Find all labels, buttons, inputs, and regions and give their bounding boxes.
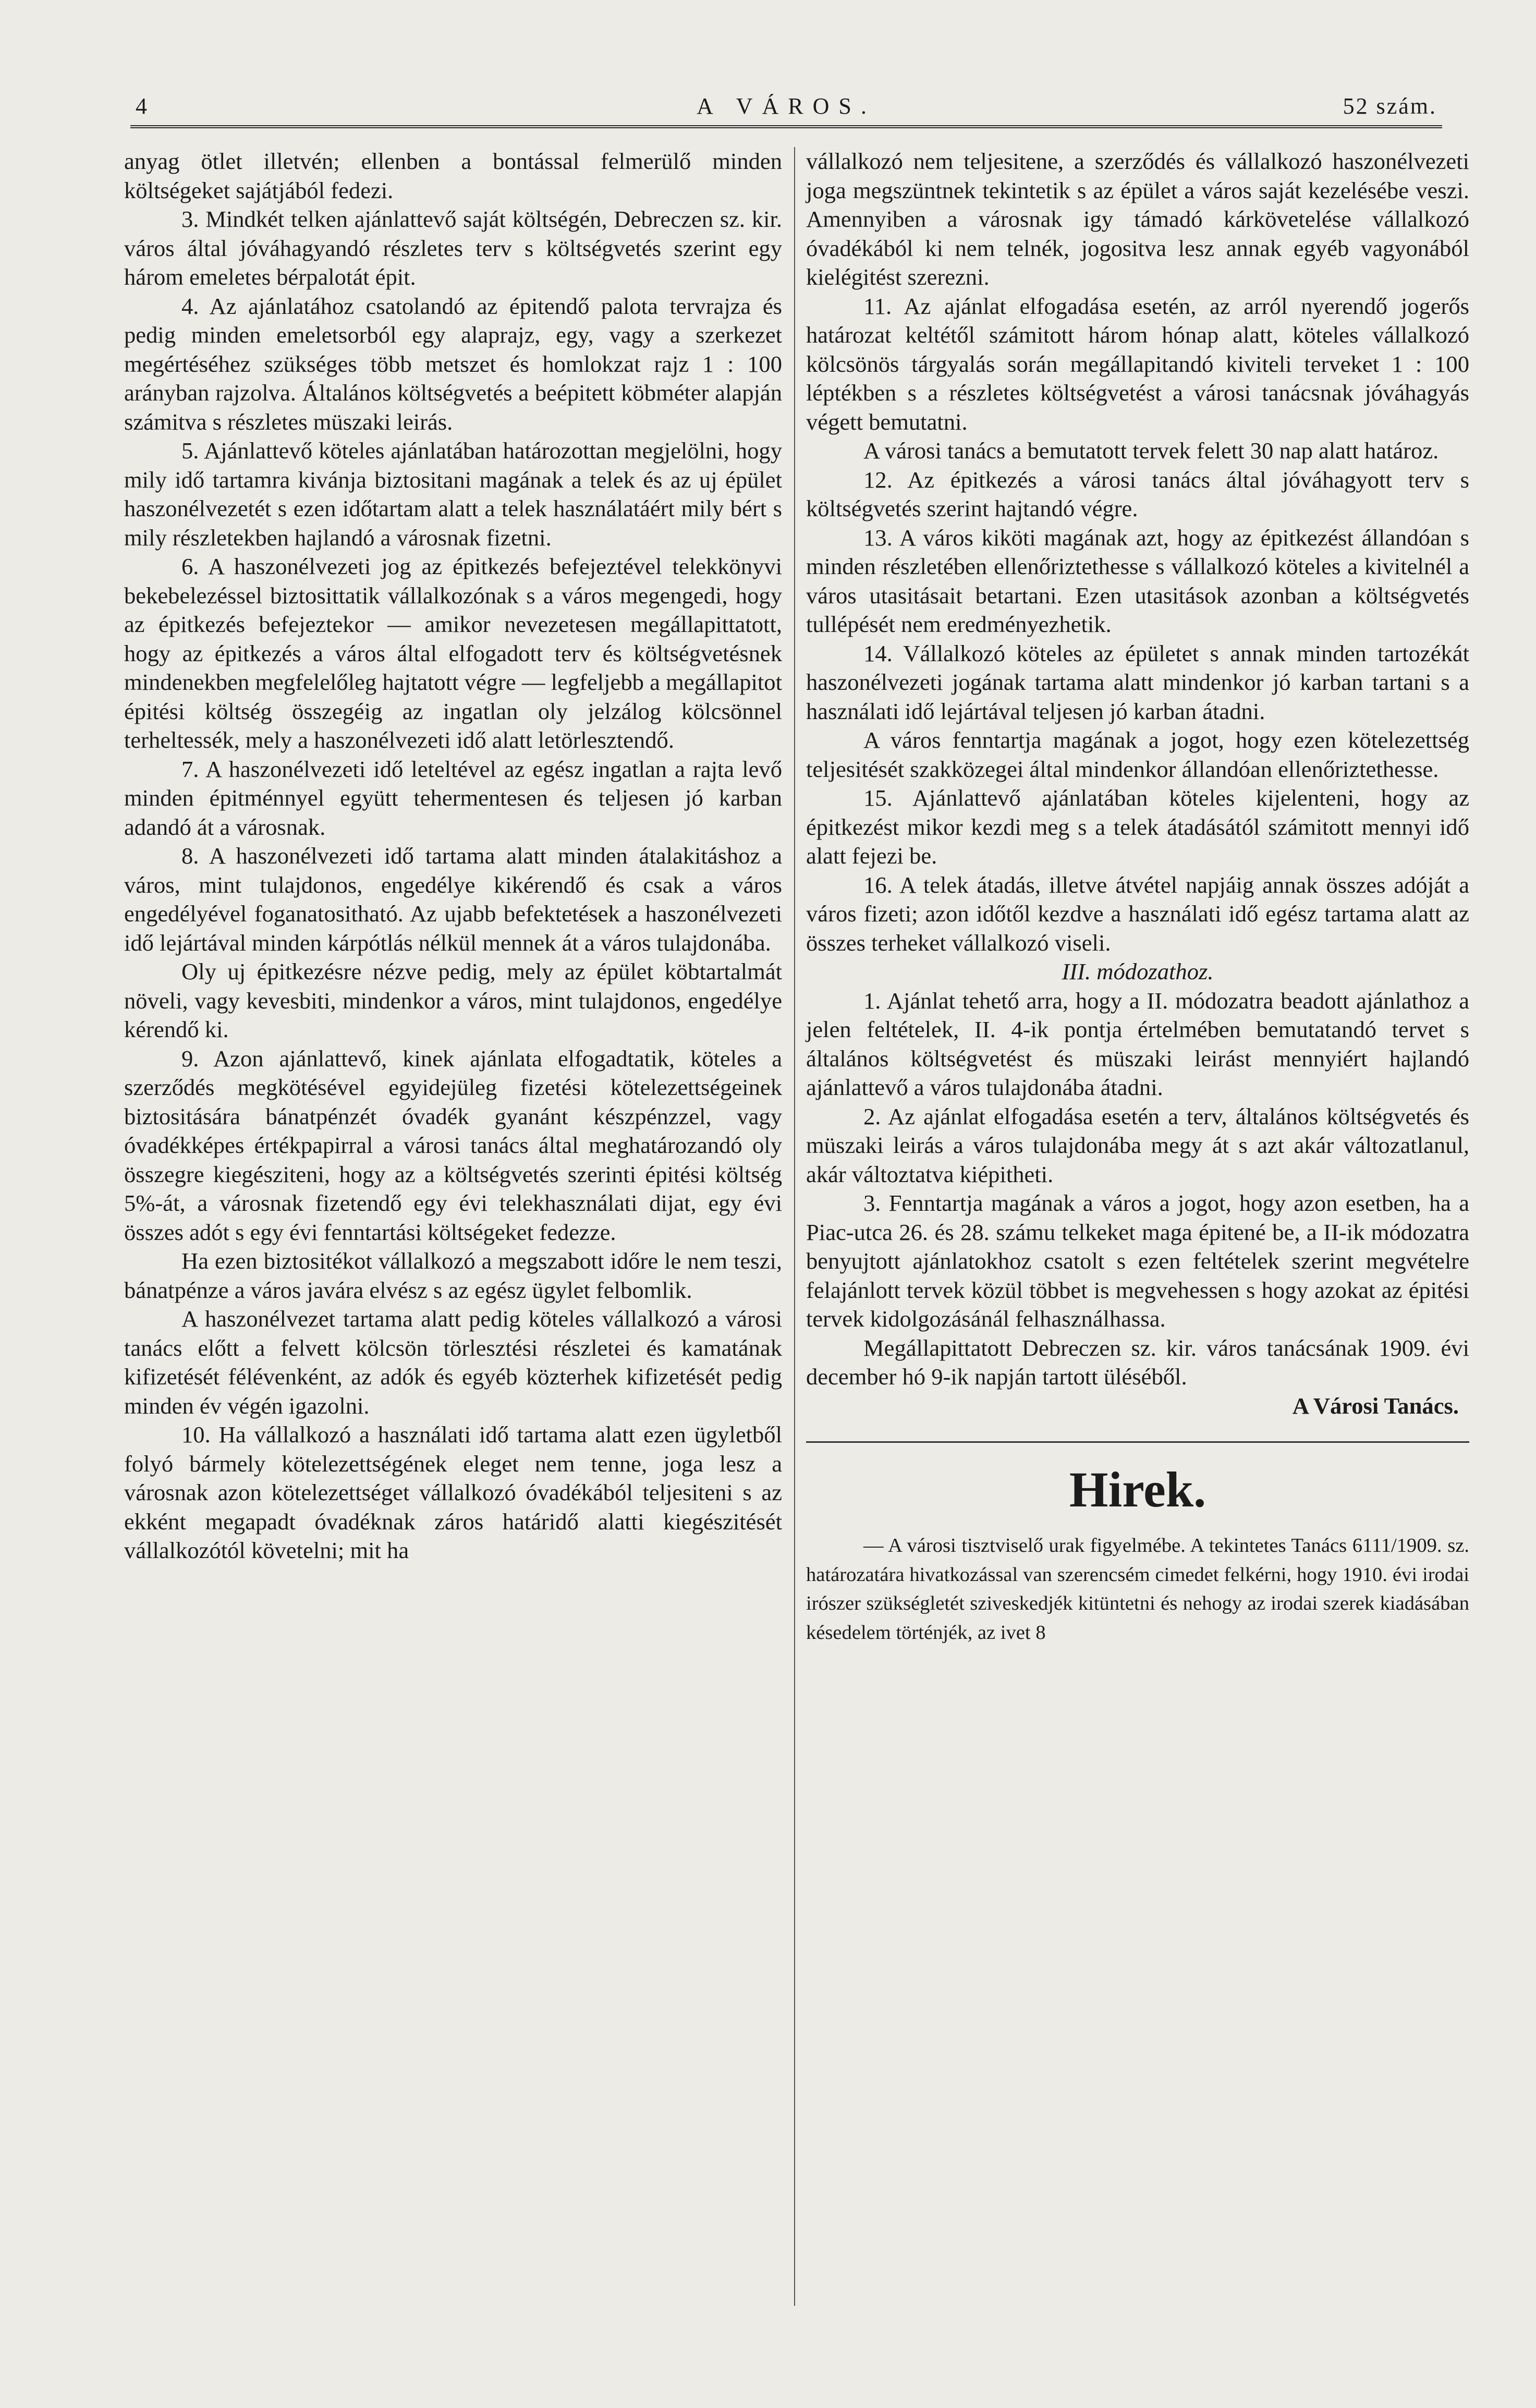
paragraph: 2. Az ajánlat elfogadása esetén a terv, általános költségvetés és müszaki leirás a város tulajdonába megy át s azt akár változatlanul, akár változtatva kiépitheti. [806,1103,1469,1187]
paragraph: 1. Ajánlat tehető arra, hogy a II. módozatra beadott ajánlathoz a jelen feltételek, II. 4-ik pontja értelmében bemutatandó tervet s általános költségvetést és müszaki leirást mennyiért hajlandó ajánlattevő a város tulajdonába átadni. [806,987,1469,1100]
paragraph: Oly uj épitkezésre nézve pedig, mely az épület köbtartalmát növeli, vagy kevesbiti, mindenkor a város, mint tulajdonos, engedélye kérendő ki. [124,958,782,1042]
paragraph: A város fenntartja magának a jogot, hogy ezen kötelezettség teljesitését szakközegei által mindenkor állandóan ellenőriztethesse. [806,727,1469,782]
paragraph: 8. A haszonélvezeti idő tartama alatt minden átalakitáshoz a város, mint tulajdonos, engedélye kikérendő és csak a város engedélyével foganatositható. Az ujabb befektetések a haszonélvezeti idő lejártával minden kárpótlás nélkül mennek át a város tulajdonába. [124,843,782,956]
paragraph: 12. Az épitkezés a városi tanács által jóváhagyott terv s költségvetés szerint hajtandó végre. [806,466,1469,521]
paragraph: 14. Vállalkozó köteles az épületet s annak minden tartozékát haszonélvezeti jogának tartama alatt mindenkor jó karban tartani s a használati idő lejártával teljesen jó karban átadni. [806,640,1469,724]
paragraph: 13. A város kiköti magának azt, hogy az épitkezést állandóan s minden részletében ellenőriztethesse s vállalkozó köteles a kivitelnél a város utasitásait betartani. Ezen utasitások azonban a költségvetés tullépését nem eredményezhetik. [806,524,1469,637]
newspaper-title: A VÁROS. [697,93,876,119]
news-item: — A városi tisztviselő urak figyelmébe. A tekintetes Tanács 6111/1909. sz. határozatára hivatkozással van szerencsém cimedet felkérni, hogy 1910. évi irodai irószer szükségletét sziveskedjék kitüntetni és nehogy az irodai szerek kiadásában késedelem történjék, az ivet 8 [806,1535,1469,1644]
column-divider [794,147,795,2306]
paragraph: 7. A haszonélvezeti idő leteltével az egész ingatlan a rajta levő minden épitménnyel együtt tehermentesen és teljesen jó karban adandó át a városnak. [124,756,782,840]
paragraph: 6. A haszonélvezeti jog az épitkezés befejeztével telekkönyvi bekebelezéssel biztosittatik vállalkozónak s a város megengedi, hogy az épitkezés befejeztekor — amikor nevezetesen megállapittatott, hogy az épitkezés a város által elfogadott terv és költségvetésnek mindenekben megfelelőleg hajtatott végre — legfeljebb a megállapitot épitési költség összegéig az ingatlan oly jelzálog kölcsönnel terheltessék, mely a haszonélvezeti idő alatt letörlesztendő. [124,553,782,753]
section-heading: III. módozathoz. [1062,958,1214,984]
paragraph: 5. Ajánlattevő köteles ajánlatában határozottan megjelölni, hogy mily idő tartamra kivánja biztositani magának a telek és az uj épület haszonélvezetét s ezen időtartam alatt a telek használatáért mily bért s mily részletekben hajlandó a városnak fizetni. [124,437,782,551]
paragraph: 3. Mindkét telken ajánlattevő saját költségén, Debreczen sz. kir. város által jóváhagyandó részletes terv s költségvetés szerint egy három emeletes bérpalotát épit. [124,206,782,290]
left-column [124,147,782,1565]
section-rule [806,1441,1469,1443]
paragraph: 10. Ha vállalkozó a használati idő tartama alatt ezen ügyletből folyó bármely kötelezettségének eleget nem tenne, joga lesz a városnak azon kötelezettséget vállalkozó óvadékából teljesiteni s az ekként megapadt óvadéknak záros határidő alatti kiegészitését vállalkozótól követelni; mit ha [124,1421,782,1563]
paragraph: 9. Azon ajánlattevő, kinek ajánlata elfogadtatik, köteles a szerződés megkötésével egyidejüleg fizetési kötelezettségeinek biztositására bánatpénzét óvadék gyanánt készpénzzel, vagy óvadékképes értékpapirral a városi tanács által meghatározandó oly összegre kiegésziteni, hogy az a költségvetés szerinti épitési költség 5%-át, a városnak fizetendő egy évi telekhasználati dijat, egy évi összes adót s egy évi fenntartási költségeket fedezze. [124,1045,782,1245]
issue-number: 52 szám. [1343,93,1437,119]
right-column [806,147,1469,1647]
paragraph: 15. Ajánlattevő ajánlatában köteles kijelenteni, hogy az épitkezést mikor kezdi meg s a telek átadásától számitott mennyi idő alatt fejezi be. [806,785,1469,869]
paragraph: Ha ezen biztositékot vállalkozó a megszabott időre le nem teszi, bánatpénze a város javára elvész s az egész ügylet felbomlik. [124,1248,782,1303]
page-number: 4 [136,93,149,119]
page-header [130,83,1442,128]
signature: A Városi Tanács. [1292,1392,1459,1419]
paragraph: 3. Fenntartja magának a város a jogot, hogy azon esetben, ha a Piac-utca 26. és 28. számu telkeket maga épitené be, a II-ik módozatra benyujtott ajánlatokhoz csatolt s ezen feltételek szerint megvételre felajánlott tervek közül többet is megvehessen s hogy azokat az épitési tervek kidolgozásánál felhasználhassa. [806,1190,1469,1332]
news-heading: Hirek. [1069,1462,1206,1517]
paragraph: 11. Az ajánlat elfogadása esetén, az arról nyerendő jogerős határozat keltétől számitott három hónap alatt, köteles vállalkozó kölcsönös tárgyalás során megállapitandó kiviteli terveket 1 : 100 léptékben s a részletes költségvetést a városi tanácsnak jóváhagyás végett bemutatni. [806,293,1469,435]
right-column-paragraphs [806,147,1469,957]
paragraph: 16. A telek átadás, illetve átvétel napjáig annak összes adóját a város fizeti; azon időtől kezdve a használati idő egész tartama alatt az összes terheket vállalkozó viseli. [806,871,1469,956]
paragraph: anyag ötlet illetvén; ellenben a bontással felmerülő minden költségeket sajátjából fedezi. [124,148,782,203]
right-column-paragraphs-2 [806,987,1469,1392]
paragraph: A haszonélvezet tartama alatt pedig köteles vállalkozó a városi tanács előtt a felvett kölcsön törlesztési részletei és kamatának kifizetését félévenként, az adók és egyéb közterhek kifizetését pedig minden év végén igazolni. [124,1306,782,1419]
paragraph: Megállapittatott Debreczen sz. kir. város tanácsának 1909. évi december hó 9-ik napján tartott üléséből. [806,1334,1469,1390]
paragraph: A városi tanács a bemutatott tervek felett 30 nap alatt határoz. [863,437,1439,464]
paragraph: vállalkozó nem teljesitene, a szerződés és vállalkozó haszonélvezeti joga megszüntnek tekintetik s az épület a város saját kezelésébe veszi. Amennyiben a városnak igy támadó kárkövetelése vállalkozó óvadékából ki nem telnék, jogositva lesz annak egyéb vagyonából kielégitést szerezni. [806,148,1469,290]
paragraph: 4. Az ajánlatához csatolandó az épitendő palota tervrajza és pedig minden emeletsorból egy alaprajz, egy, vagy a szerkezet megértéséhez szükséges több metszet és homlokzat rajz 1 : 100 arányban rajzolva. Általános költségvetés a beépitett köbméter alapján számitva s részletes müszaki leirás. [124,293,782,435]
